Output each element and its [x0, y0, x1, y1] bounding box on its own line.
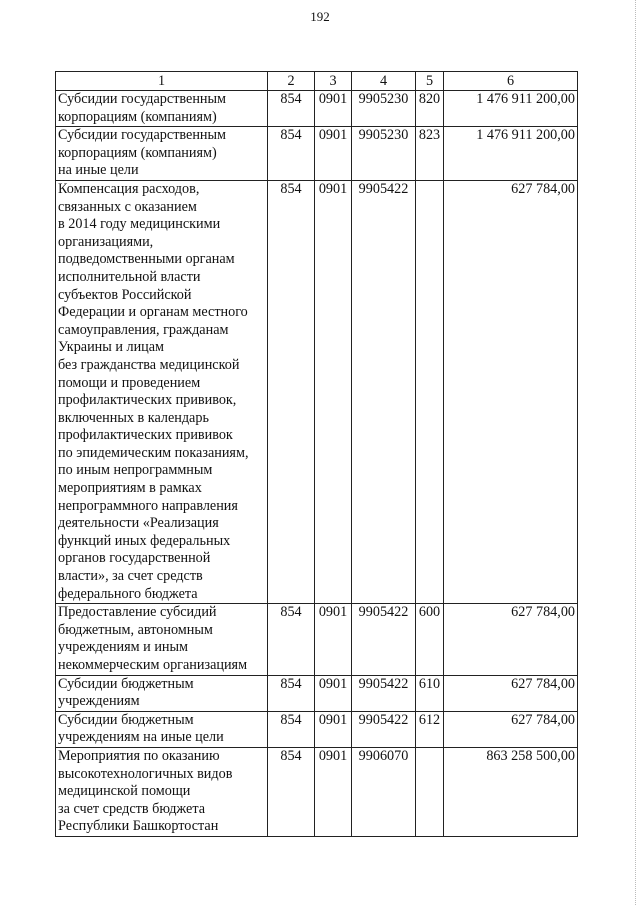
row-section-code: 0901	[315, 675, 352, 711]
row-expense-type: 820	[416, 91, 444, 127]
row-target-code: 9905230	[352, 127, 416, 181]
row-target-code: 9905422	[352, 604, 416, 675]
table-row	[56, 675, 578, 711]
row-expense-type: 823	[416, 127, 444, 181]
header-cell-2: 2	[268, 72, 315, 91]
row-name: Субсидии государственным корпорациям (компаниям)	[56, 91, 268, 127]
header-cell-3: 3	[315, 72, 352, 91]
row-expense-type: 610	[416, 675, 444, 711]
row-amount: 1 476 911 200,00	[444, 91, 578, 127]
row-expense-type	[416, 747, 444, 836]
row-name: Компенсация расходов, связанных с оказанием в 2014 году медицинскими организациями, подведомственными органам исполнительной власти субъектов Российской Федерации и органам местного самоуправления, гражданам Украины и лицам без гражданства медицинской помощи и проведением профилактических прививок, включенных в календарь профилактических прививок по эпидемическим показаниям, по иным непрограммным мероприятиям в рамках непрограммного направления деятельности «Реализация функций иных федеральных органов государственной власти», за счет средств федерального бюджета	[56, 180, 268, 603]
row-target-code: 9905422	[352, 180, 416, 603]
row-admin-code: 854	[268, 127, 315, 181]
row-section-code: 0901	[315, 127, 352, 181]
row-section-code: 0901	[315, 91, 352, 127]
row-expense-type: 612	[416, 711, 444, 747]
row-target-code: 9905230	[352, 91, 416, 127]
table-row	[56, 180, 578, 603]
row-amount: 627 784,00	[444, 180, 578, 603]
row-name: Субсидии государственным корпорациям (компаниям) на иные цели	[56, 127, 268, 181]
row-target-code: 9906070	[352, 747, 416, 836]
scan-edge-line	[635, 0, 637, 905]
row-admin-code: 854	[268, 675, 315, 711]
row-target-code: 9905422	[352, 711, 416, 747]
table-row	[56, 604, 578, 675]
row-amount: 627 784,00	[444, 604, 578, 675]
table-row	[56, 127, 578, 181]
row-name: Субсидии бюджетным учреждениям	[56, 675, 268, 711]
row-section-code: 0901	[315, 711, 352, 747]
table-row	[56, 91, 578, 127]
header-cell-5: 5	[416, 72, 444, 91]
row-expense-type: 600	[416, 604, 444, 675]
page-number: 192	[310, 9, 330, 24]
row-target-code: 9905422	[352, 675, 416, 711]
row-admin-code: 854	[268, 711, 315, 747]
row-name: Субсидии бюджетным учреждениям на иные цели	[56, 711, 268, 747]
row-admin-code: 854	[268, 180, 315, 603]
row-section-code: 0901	[315, 180, 352, 603]
header-cell-6: 6	[444, 72, 578, 91]
header-row	[56, 72, 578, 91]
row-admin-code: 854	[268, 91, 315, 127]
row-amount: 1 476 911 200,00	[444, 127, 578, 181]
row-name: Мероприятия по оказанию высокотехнологичных видов медицинской помощи за счет средств бюджета Республики Башкортостан	[56, 747, 268, 836]
table-row	[56, 711, 578, 747]
row-admin-code: 854	[268, 747, 315, 836]
row-expense-type	[416, 180, 444, 603]
table-row	[56, 747, 578, 836]
row-admin-code: 854	[268, 604, 315, 675]
row-name: Предоставление субсидий бюджетным, автономным учреждениям и иным некоммерческим организациям	[56, 604, 268, 675]
row-amount: 863 258 500,00	[444, 747, 578, 836]
header-cell-1: 1	[56, 72, 268, 91]
row-amount: 627 784,00	[444, 675, 578, 711]
row-section-code: 0901	[315, 604, 352, 675]
header-cell-4: 4	[352, 72, 416, 91]
row-amount: 627 784,00	[444, 711, 578, 747]
row-section-code: 0901	[315, 747, 352, 836]
budget-table	[55, 71, 578, 837]
